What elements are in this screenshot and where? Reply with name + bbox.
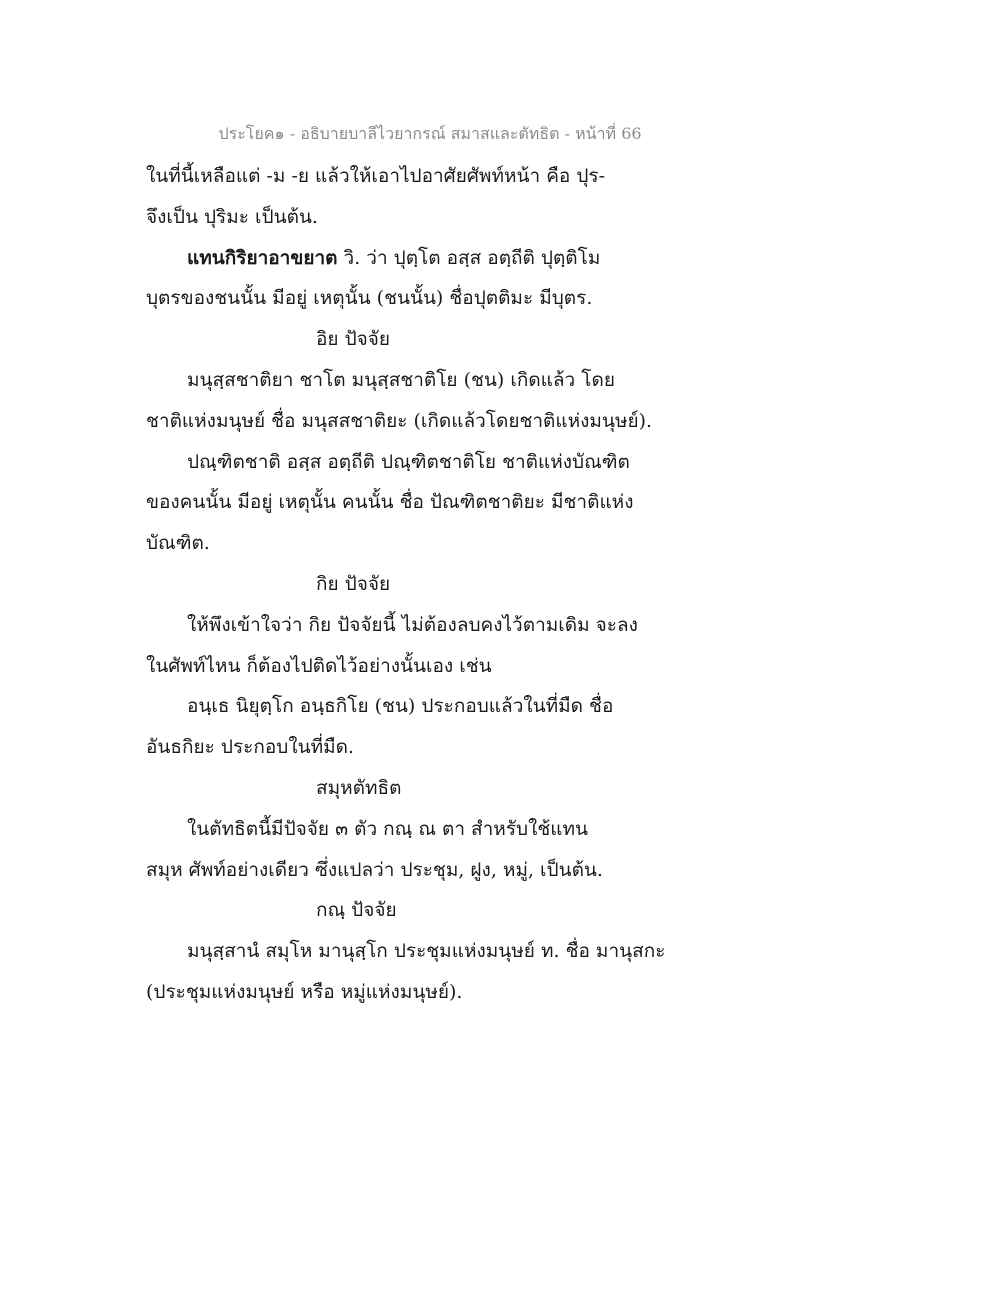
section-heading-kan: กณฺ ปัจจัย	[316, 899, 397, 922]
body-line: อันธกิยะ ประกอบในที่มืด.	[146, 736, 355, 759]
body-line: (ประชุมแห่งมนุษย์ หรือ หมู่แห่งมนุษย์).	[146, 980, 463, 1003]
body-line: ชาติแห่งมนุษย์ ชื่อ มนุสสชาติยะ (เกิดแล้วโดยชาติแห่งมนุษย์).	[146, 409, 653, 432]
body-line: สมุห ศัพท์อย่างเดียว ซึ่งแปลว่า ประชุม, ฝูง, หมู่, เป็นต้น.	[146, 858, 603, 881]
body-line: ให้พึงเข้าใจว่า กิย ปัจจัยนี้ ไม่ต้องลบคงไว้ตามเดิม จะลง	[187, 613, 638, 636]
running-header: ประโยค๑ - อธิบายบาลีไวยากรณ์ สมาสและตัทธิต - หน้าที่ 66	[218, 124, 642, 143]
body-line: มนุสฺสชาติยา ชาโต มนุสฺสชาติโย (ชน) เกิดแล้ว โดย	[187, 368, 615, 391]
body-line: จึงเป็น ปุริมะ เป็นต้น.	[146, 205, 318, 228]
body-line: ปณฺฑิตชาติ อสฺส อตฺถีติ ปณฺฑิตชาติโย ชาติแห่งบัณฑิต	[187, 450, 630, 473]
body-line: มนุสฺสานํ สมุโห มานุสฺโก ประชุมแห่งมนุษย์ ท. ชื่อ มานุสกะ	[187, 940, 666, 963]
section-heading-samuha: สมุหตัทธิต	[316, 776, 402, 799]
body-line: บัณฑิต.	[146, 532, 210, 555]
body-line	[146, 238, 866, 279]
body-line: ในที่นี้เหลือแต่ -ม -ย แล้วให้เอาไปอาศัยศัพท์หน้า คือ ปุร-	[146, 165, 606, 187]
page-body	[146, 156, 866, 1013]
section-heading-iya: อิย ปัจจัย	[316, 328, 391, 351]
body-line: ของคนนั้น มีอยู่ เหตุนั้น คนนั้น ชื่อ ปัณฑิตชาติยะ มีชาติแห่ง	[146, 491, 634, 514]
term-heading-inline: แทนกิริยาอาขยาต	[187, 246, 338, 269]
body-line: ในศัพท์ไหน ก็ต้องไปติดไว้อย่างนั้นเอง เช่น	[146, 654, 492, 677]
body-line: บุตรของชนนั้น มีอยู่ เหตุนั้น (ชนนั้น) ชื่อปุตติมะ มีบุตร.	[146, 287, 593, 310]
body-line: อนฺเธ นิยุตฺโก อนฺธกิโย (ชน) ประกอบแล้วในที่มืด ชื่อ	[187, 695, 614, 718]
body-line: ในตัทธิตนี้มีปัจจัย ๓ ตัว กณฺ ณ ตา สำหรับใช้แทน	[187, 817, 589, 840]
body-text: วิ. ว่า ปุตฺโต อสฺส อตฺถีติ ปุตฺติโม	[337, 246, 601, 269]
section-heading-kiya: กิย ปัจจัย	[316, 572, 391, 595]
